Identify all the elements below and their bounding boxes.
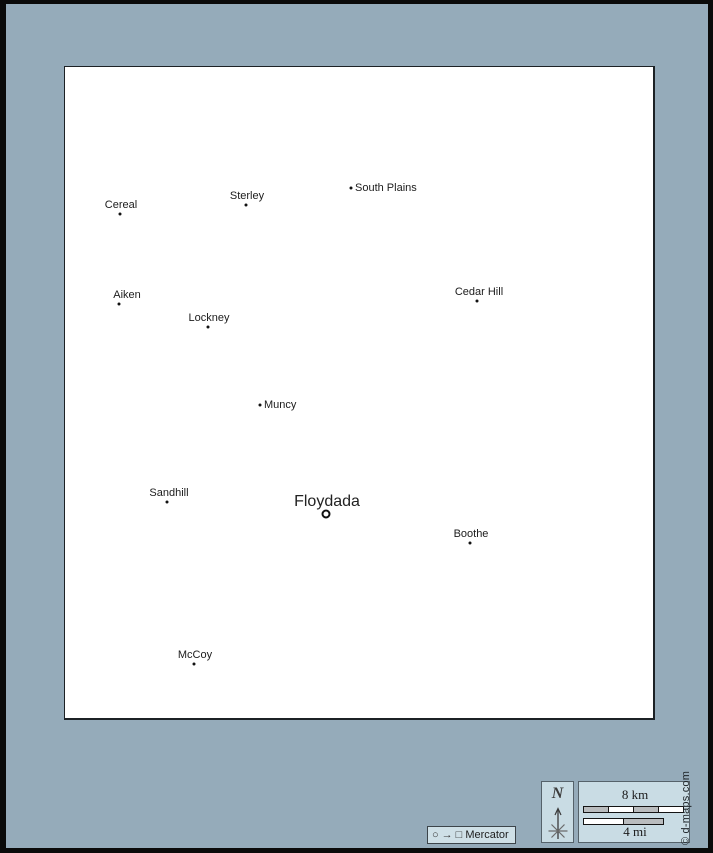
square-icon: □ <box>455 828 463 841</box>
scale-segment <box>608 806 634 813</box>
scale-mi-label: 4 mi <box>623 824 647 839</box>
north-arrow-icon <box>546 803 570 846</box>
town-dot-marker <box>350 187 353 190</box>
town-label: Sandhill <box>149 487 189 499</box>
town-dot-marker <box>259 404 262 407</box>
projection-box <box>427 826 516 844</box>
town-label: Boothe <box>453 528 489 540</box>
town-dot-marker <box>119 213 122 216</box>
town-label: South Plains <box>355 182 417 194</box>
arrow-right-icon: → <box>441 828 453 841</box>
town-dot-marker <box>118 303 121 306</box>
projection-label: Mercator <box>465 829 509 841</box>
scale-bar-km <box>583 806 684 813</box>
town-dot-marker <box>469 542 472 545</box>
town-label: Cedar Hill <box>454 286 504 298</box>
north-label: N <box>551 785 564 802</box>
scale-segment <box>583 806 609 813</box>
scale-panel <box>578 781 690 843</box>
town-label: Lockney <box>188 312 230 324</box>
town-dot-marker <box>166 501 169 504</box>
town-label: Sterley <box>229 190 265 202</box>
map-sheet <box>64 66 655 720</box>
dmaps-credit: © d-maps.com <box>680 770 692 845</box>
city-ring-marker <box>322 510 331 519</box>
town-dot-marker <box>476 300 479 303</box>
scale-km-label: 8 km <box>621 787 649 802</box>
town-dot-marker <box>207 326 210 329</box>
sphere-icon: ○ <box>432 828 439 841</box>
town-label: Aiken <box>113 289 141 301</box>
scale-segment <box>633 806 659 813</box>
town-label: Cereal <box>104 199 138 211</box>
town-label: Muncy <box>264 399 297 411</box>
town-dot-marker <box>193 663 196 666</box>
town-label: McCoy <box>177 649 213 661</box>
town-label: Floydada <box>294 493 360 510</box>
town-dot-marker <box>245 204 248 207</box>
north-arrow-panel <box>541 781 574 843</box>
